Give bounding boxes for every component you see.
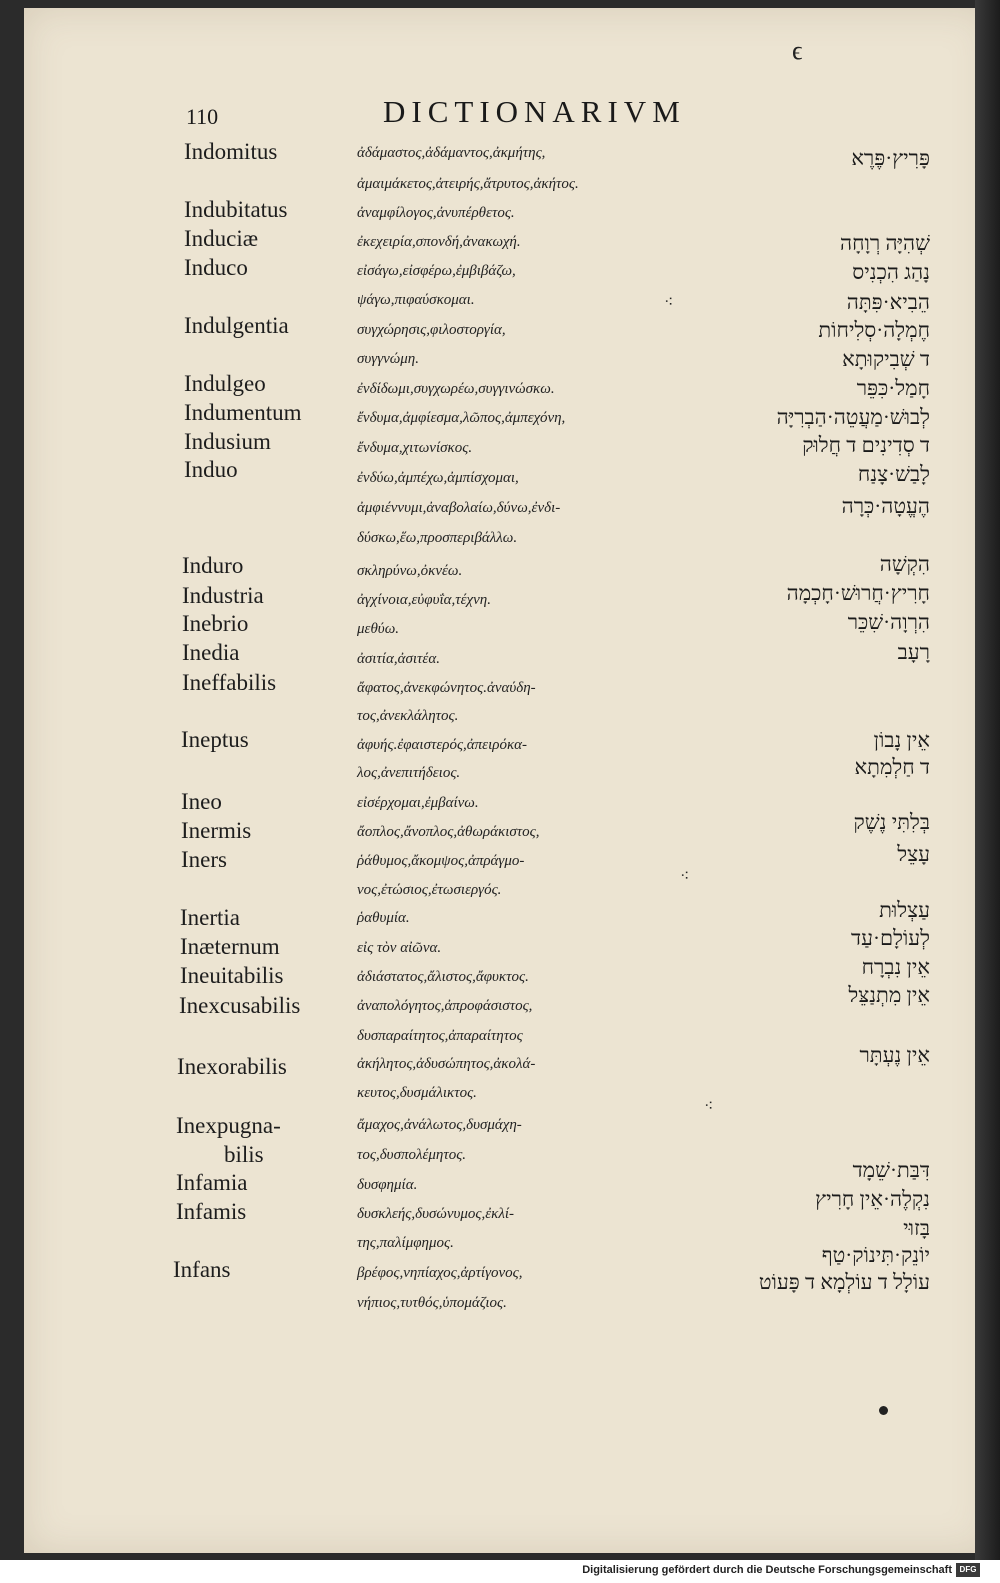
ink-dot: [879, 1406, 888, 1415]
greek-gloss: ἀκήλητος,ἀδυσώπητος,ἀκολά-: [357, 1056, 536, 1072]
greek-gloss: συγχώρησις,φιλοστοργία,: [357, 322, 506, 338]
latin-headword: Inermis: [181, 818, 252, 843]
hebrew-gloss: רָעָב: [897, 640, 930, 664]
greek-gloss: ψάγω,πιφαύσκομαι.: [357, 292, 475, 308]
greek-gloss: δυσπαραίτητος,ἀπαραίτητος: [357, 1028, 523, 1044]
hebrew-gloss: נָהַג הִכְנִיס: [852, 260, 930, 284]
latin-headword: Inexcusabilis: [179, 993, 301, 1018]
greek-gloss: συγγνώμη.: [357, 351, 419, 367]
greek-gloss: κευτος,δυσμάλικτος.: [357, 1085, 477, 1101]
hebrew-gloss: הִרְוָה·שִׁכֵּר: [847, 610, 930, 634]
page-number: 110: [186, 104, 219, 129]
latin-headword: Induciæ: [184, 226, 259, 251]
dfg-logo-icon: DFG: [956, 1563, 980, 1577]
latin-headword: Inertia: [180, 905, 241, 930]
latin-headword: Indusium: [184, 429, 271, 454]
greek-gloss: ἄμαχος,ἀνάλωτος,δυσμάχη-: [357, 1117, 522, 1133]
latin-headword: Ineptus: [181, 727, 249, 752]
latin-headword: Ineffabilis: [182, 670, 277, 695]
greek-gloss: εἰσέρχομαι,ἐμβαίνω.: [357, 795, 479, 811]
greek-gloss: ἐνδίδωμι,συγχωρέω,συγγινώσκω.: [357, 381, 555, 397]
latin-headword: Inexorabilis: [177, 1054, 287, 1079]
greek-gloss: της,παλίμφημος.: [357, 1235, 454, 1251]
hebrew-gloss: אֵין נִבְרָח: [861, 955, 930, 979]
hebrew-gloss: ד סְדִינִים ד חֲלוּק: [802, 433, 930, 457]
latin-headword: Indulgeo: [184, 371, 266, 396]
greek-gloss: ἀσιτία,ἀσιτέα.: [357, 651, 440, 667]
latin-headword: Ineuitabilis: [180, 963, 284, 988]
hebrew-gloss: חֶמְלָה·סְלִיחוֹת: [818, 318, 930, 342]
hebrew-gloss: עָצֵל: [897, 842, 930, 866]
hebrew-gloss: בְּלִתִּי נֶשֶׁק: [853, 810, 930, 834]
greek-gloss: ἀγχίνοια,εὐφυΐα,τέχνη.: [357, 592, 491, 608]
hebrew-gloss: עַצְלוּת: [879, 898, 930, 922]
latin-headword: Indomitus: [184, 139, 278, 164]
latin-headword: Infamia: [176, 1170, 248, 1195]
latin-headword: Infamis: [176, 1199, 247, 1224]
hebrew-gloss: הֵבִיא·פִּתָּה: [846, 290, 930, 314]
greek-gloss: δύσκω,ἕω,προσπεριβάλλω.: [357, 530, 518, 546]
latin-headword: Induro: [182, 553, 244, 578]
greek-gloss: μεθύω.: [357, 621, 400, 637]
greek-gloss: ἀναμφίλογος,ἀνυπέρθετος.: [357, 205, 515, 221]
hebrew-gloss: אֵין נָבוֹן: [873, 728, 930, 752]
greek-gloss: τος,ἀνεκλάλητος.: [357, 708, 459, 724]
greek-gloss: ἀφυής.ἐφαιστερός,ἀπειρόκα-: [357, 737, 528, 753]
greek-gloss: ἐκεχειρία,σπονδή,ἀνακωχή.: [357, 234, 521, 250]
greek-gloss: ἀμαιμάκετος,ἀτειρής,ἄτρυτος,ἀκήτος.: [357, 176, 579, 192]
greek-gloss: λος,ἀνεπιτήδειος.: [357, 765, 461, 781]
greek-gloss: εἰς τὸν αἰῶνα.: [357, 940, 442, 956]
latin-headword-continuation: bilis: [224, 1142, 264, 1167]
hebrew-gloss: יוֹנֵק·תִּינוֹק·טַף: [821, 1243, 930, 1267]
greek-gloss: ἀμφιέννυμι,ἀναβολαίω,δύνω,ἐνδι-: [357, 500, 561, 516]
hebrew-gloss: לְעוֹלָם·עַד: [851, 926, 930, 950]
hebrew-gloss: חָרִיץ·חֲרוּשׁ·חָכְמָה: [786, 581, 930, 605]
latin-headword: Indumentum: [184, 400, 302, 425]
greek-gloss: δυσφημία.: [357, 1177, 418, 1193]
greek-gloss: ῥαθυμία.: [357, 910, 410, 926]
greek-gloss: ἐνδύω,ἀμπέχω,ἀμπίσχομαι,: [357, 470, 519, 486]
greek-gloss: δυσκλεής,δυσώνυμος,ἐκλί-: [357, 1206, 515, 1222]
latin-headword: Inebrio: [182, 611, 249, 636]
hebrew-gloss: דִּבַּת·שֵׁמָד: [852, 1158, 930, 1182]
hebrew-gloss: נִקְלֶה·אֵין חָרִיץ: [815, 1187, 930, 1211]
latin-headword: Iners: [181, 847, 227, 872]
greek-gloss: ῥάθυμος,ἄκομψος,ἀπράγμο-: [357, 853, 525, 869]
greek-gloss: ἀδάμαστος,ἀδάμαντος,ἀκμήτης,: [357, 145, 546, 161]
latin-headword: Infans: [173, 1257, 231, 1282]
greek-gloss: σκληρύνω,ὀκνέω.: [357, 563, 463, 579]
hebrew-gloss: שְׁהִיָּה רְוָחָה: [840, 231, 930, 255]
hebrew-gloss: פָּרִיץ·פֶּרֶא: [851, 146, 930, 170]
latin-headword: Indulgentia: [184, 313, 289, 338]
hebrew-gloss: ד חַלְמִתָא: [854, 755, 930, 779]
latin-headword: Inedia: [182, 640, 240, 665]
greek-gloss: νος,ἐτώσιος,ἐτωσιεργός.: [357, 882, 502, 898]
greek-gloss: ἀναπολόγητος,ἀπροφάσιστος,: [357, 998, 533, 1014]
latin-headword: Industria: [182, 583, 264, 608]
latin-headword: Ineo: [181, 789, 222, 814]
greek-gloss: βρέφος,νηπίαχος,ἀρτίγονος,: [357, 1265, 523, 1281]
ornament-dots-icon: ⁖: [680, 868, 688, 885]
hebrew-gloss: בָּזוּי: [903, 1216, 930, 1240]
greek-gloss: ἄφατος,ἀνεκφώνητος.ἀναύδη-: [357, 680, 536, 696]
hebrew-gloss: אֵין מִתְנַצֵּל: [848, 983, 930, 1007]
hebrew-gloss: חָמַל·כִּפֵּר: [856, 376, 930, 400]
latin-headword: Indubitatus: [184, 197, 288, 222]
hebrew-gloss: אֵין נֶעְתָּר: [859, 1043, 930, 1067]
greek-gloss: τος,δυσπολέμητος.: [357, 1147, 467, 1163]
ornament-dots-icon: ⁖: [704, 1098, 712, 1115]
funding-notice: Digitalisierung gefördert durch die Deutsche Forschungsgemeinschaft: [582, 1564, 952, 1576]
corner-mark: ϵ: [792, 36, 803, 65]
hebrew-gloss: עוֹלָל ד עוֹלְמָא ד פָּעוֹט: [758, 1270, 930, 1294]
hebrew-gloss: הֶעֱטָה·כְּרָה: [841, 494, 930, 518]
greek-gloss: ἔνδυμα,χιτωνίσκος.: [357, 440, 473, 456]
greek-gloss: ἔνδυμα,ἀμφίεσμα,λῶπος,ἀμπεχόνη,: [357, 410, 566, 426]
greek-gloss: ἀδιάστατος,ἄλιστος,ἄφυκτος.: [357, 969, 529, 985]
greek-gloss: νήπιος,τυτθός,ὑπομάζιος.: [357, 1295, 507, 1311]
hebrew-gloss: לָבַשׁ·צָנַח: [857, 462, 930, 486]
greek-gloss: εἰσάγω,εἰσφέρω,ἐμβιβάζω,: [357, 263, 516, 279]
running-head-title: DICTIONARIVM: [383, 94, 686, 129]
hebrew-gloss: ד שְׁבִיקוּתָא: [842, 347, 930, 371]
hebrew-gloss: לְבוּשׁ·מַעֲטֵה·הַבְרִיָּה: [776, 405, 930, 429]
latin-headword: Inæternum: [180, 934, 280, 959]
ornament-dots-icon: ⁖: [664, 294, 672, 311]
hebrew-gloss: הִקְשָׁה: [879, 552, 930, 576]
latin-headword: Induco: [184, 255, 248, 280]
footer-bar: [0, 1560, 1000, 1583]
latin-headword: Induo: [184, 457, 238, 482]
latin-headword: Inexpugna-: [176, 1113, 281, 1138]
greek-gloss: ἄοπλος,ἄνοπλος,ἀθωράκιστος,: [357, 824, 540, 840]
